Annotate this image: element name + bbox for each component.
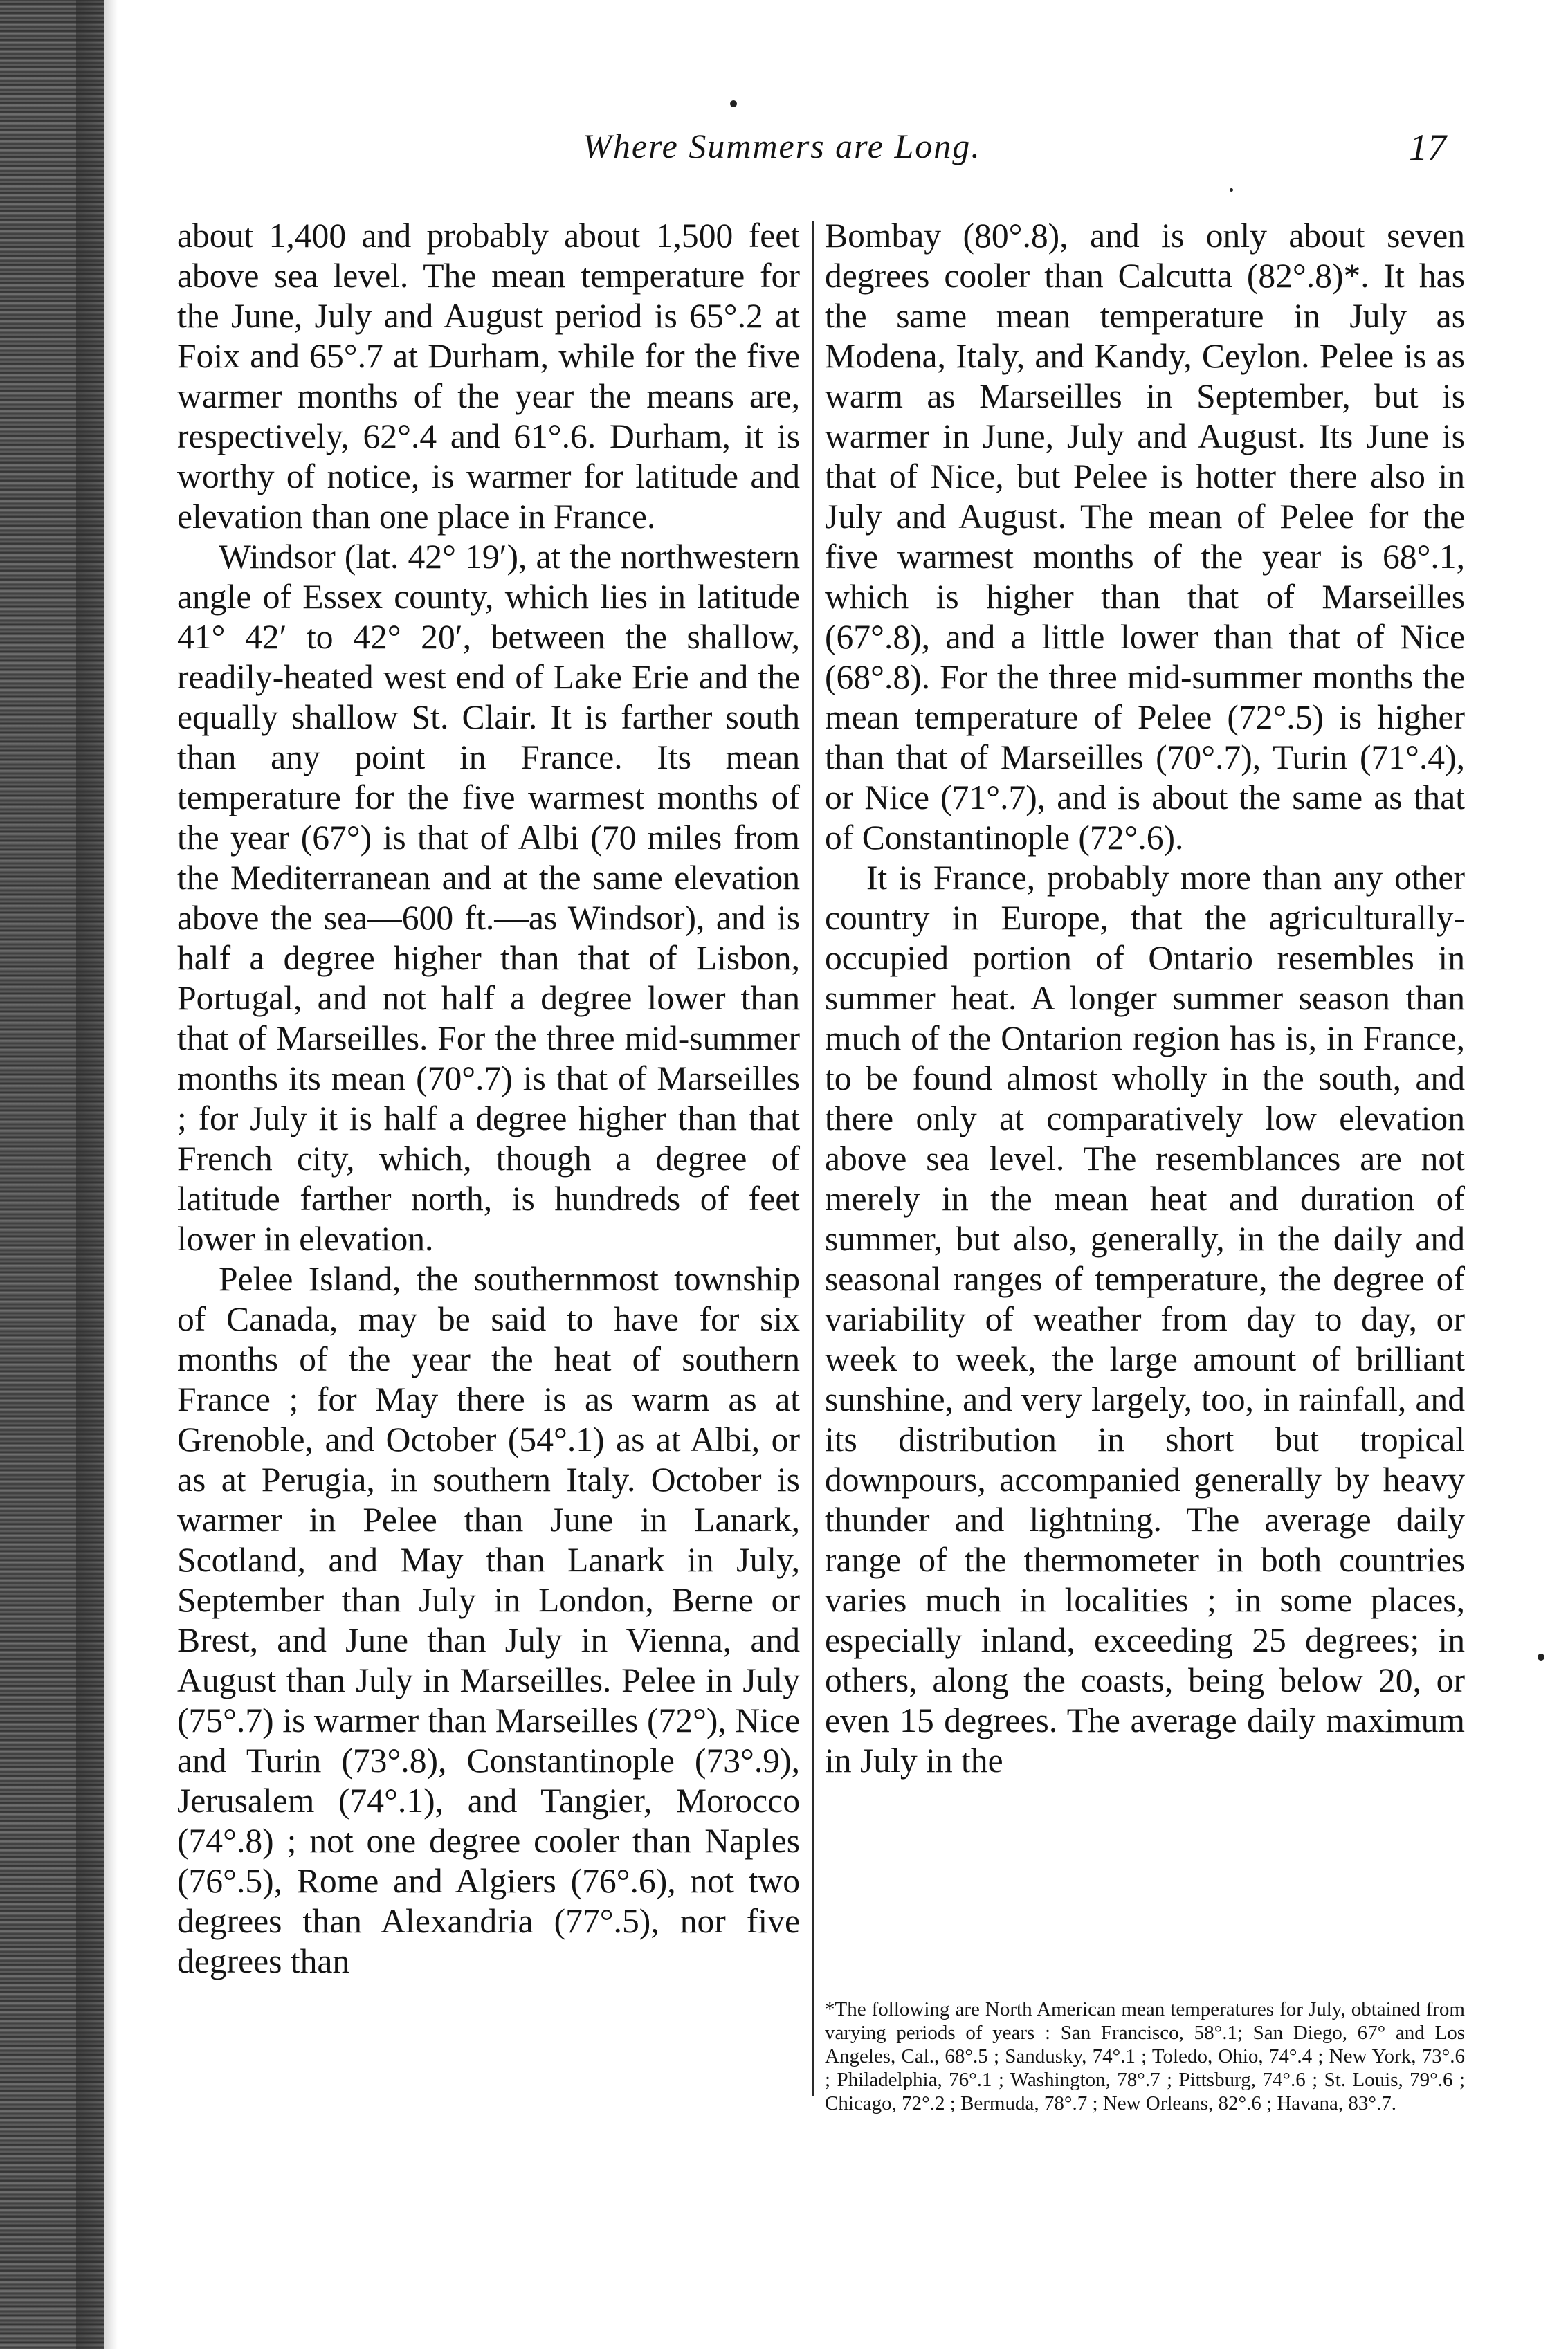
paragraph: Bombay (80°.8), and is only about seven degrees cooler than Calcutta (82°.8)*. It has the same mean temperature in July as Modena, Italy, and Kandy, Ceylon. Pelee is as warm as Marseilles in September, but is warmer in June, July and August. Its June is that of Nice, but Pelee is hotter there also in July and August. The mean of Pelee for the five warmest months of the year is 68°.1, which is higher than that of Marseilles (67°.8), and a little lower than that of Nice (68°.8). For the three mid-summer months the mean temperature of Pelee (72°.5) is higher than that of Marseilles (70°.7), Turin (71°.4), or Nice (71°.7), and is about the same as that of Constantinople (72°.6). <box>825 217 1465 857</box>
running-title: Where Summers are Long. <box>583 127 981 165</box>
page-number: 17 <box>1409 127 1446 168</box>
column-divider <box>812 221 814 2096</box>
paragraph: Windsor (lat. 42° 19′), at the northwestern angle of Essex county, which lies in latitude 41° 42′ to 42° 20′, between the shallow, readily-heated west end of Lake Erie and the equally shallow St. Clair. It is farther south than any point in France. Its mean temperature for the five warmest months of the year (67°) is that of Albi (70 miles from the Mediterranean and at the same elevation above the sea—600 ft.—as Windsor), and is half a degree higher than that of Lisbon, Portugal, and not half a degree lower than that of Marseilles. For the three mid-summer months its mean (70°.7) is that of Marseilles ; for July it is half a degree higher than that French city, which, though a degree of latitude farther north, is hundreds of feet lower in elevation. <box>177 538 800 1258</box>
speck-mark <box>1230 188 1233 192</box>
left-column <box>177 216 800 1982</box>
speck-mark <box>1538 1654 1544 1661</box>
spine-gradient <box>76 0 118 2349</box>
footnote: *The following are North American mean temperatures for July, obtained from varying periods of years : San Francisco, 58°.1; San Diego, 67° and Los Angeles, Cal., 68°.5 ; Sandusky, 74°.1 ; Toledo, Ohio, 74°.4 ; New York, 73°.6 ; Philadelphia, 76°.1 ; Washington, 78°.7 ; Pittsburg, 74°.6 ; St. Louis, 79°.6 ; Chicago, 72°.2 ; Bermuda, 78°.7 ; New Orleans, 82°.6 ; Havana, 83°.7. <box>825 1998 1465 2114</box>
paragraph: about 1,400 and probably about 1,500 feet above sea level. The mean temperature for the June, July and August period is 65°.2 at Foix and 65°.7 at Durham, while for the five warmer months of the year the means are, respectively, 62°.4 and 61°.6. Durham, it is worthy of notice, is warmer for latitude and elevation than one place in France. <box>177 217 800 536</box>
paragraph: It is France, probably more than any other country in Europe, that the agriculturally-occupied portion of Ontario resembles in summer heat. A longer summer season than much of the Ontarion region has is, in France, to be found almost wholly in the south, and there only at comparatively low elevation above sea level. The resemblances are not merely in the mean heat and duration of summer, but also, generally, in the daily and seasonal ranges of temperature, the degree of variability of weather from day to day, or week to week, the large amount of brilliant sunshine, and very largely, too, in rainfall, and its distribution in short but tropical downpours, accompanied generally by heavy thunder and lightning. The average daily range of the thermometer in both countries varies much in localities ; in some places, especially inland, exceeding 25 degrees; in others, along the coasts, being below 20, or even 15 degrees. The average daily maximum in July in the <box>825 859 1465 1780</box>
speck-mark <box>730 100 737 107</box>
paragraph: Pelee Island, the southernmost township of Canada, may be said to have for six months of the year the heat of southern France ; for May there is as warm as at Grenoble, and October (54°.1) as at Albi, or as at Perugia, in southern Italy. October is warmer in Pelee than June in Lanark, Scotland, and May than Lanark in July, September than July in London, Berne or Brest, and June than July in Vienna, and August than July in Marseilles. Pelee in July (75°.7) is warmer than Marseilles (72°), Nice and Turin (73°.8), Constantinople (73°.9), Jerusalem (74°.1), and Tangier, Morocco (74°.8) ; not one degree cooler than Naples (76°.5), Rome and Algiers (76°.6), not two degrees than Alexandria (77°.5), nor five degrees than <box>177 1260 800 1980</box>
right-column <box>825 216 1465 1781</box>
